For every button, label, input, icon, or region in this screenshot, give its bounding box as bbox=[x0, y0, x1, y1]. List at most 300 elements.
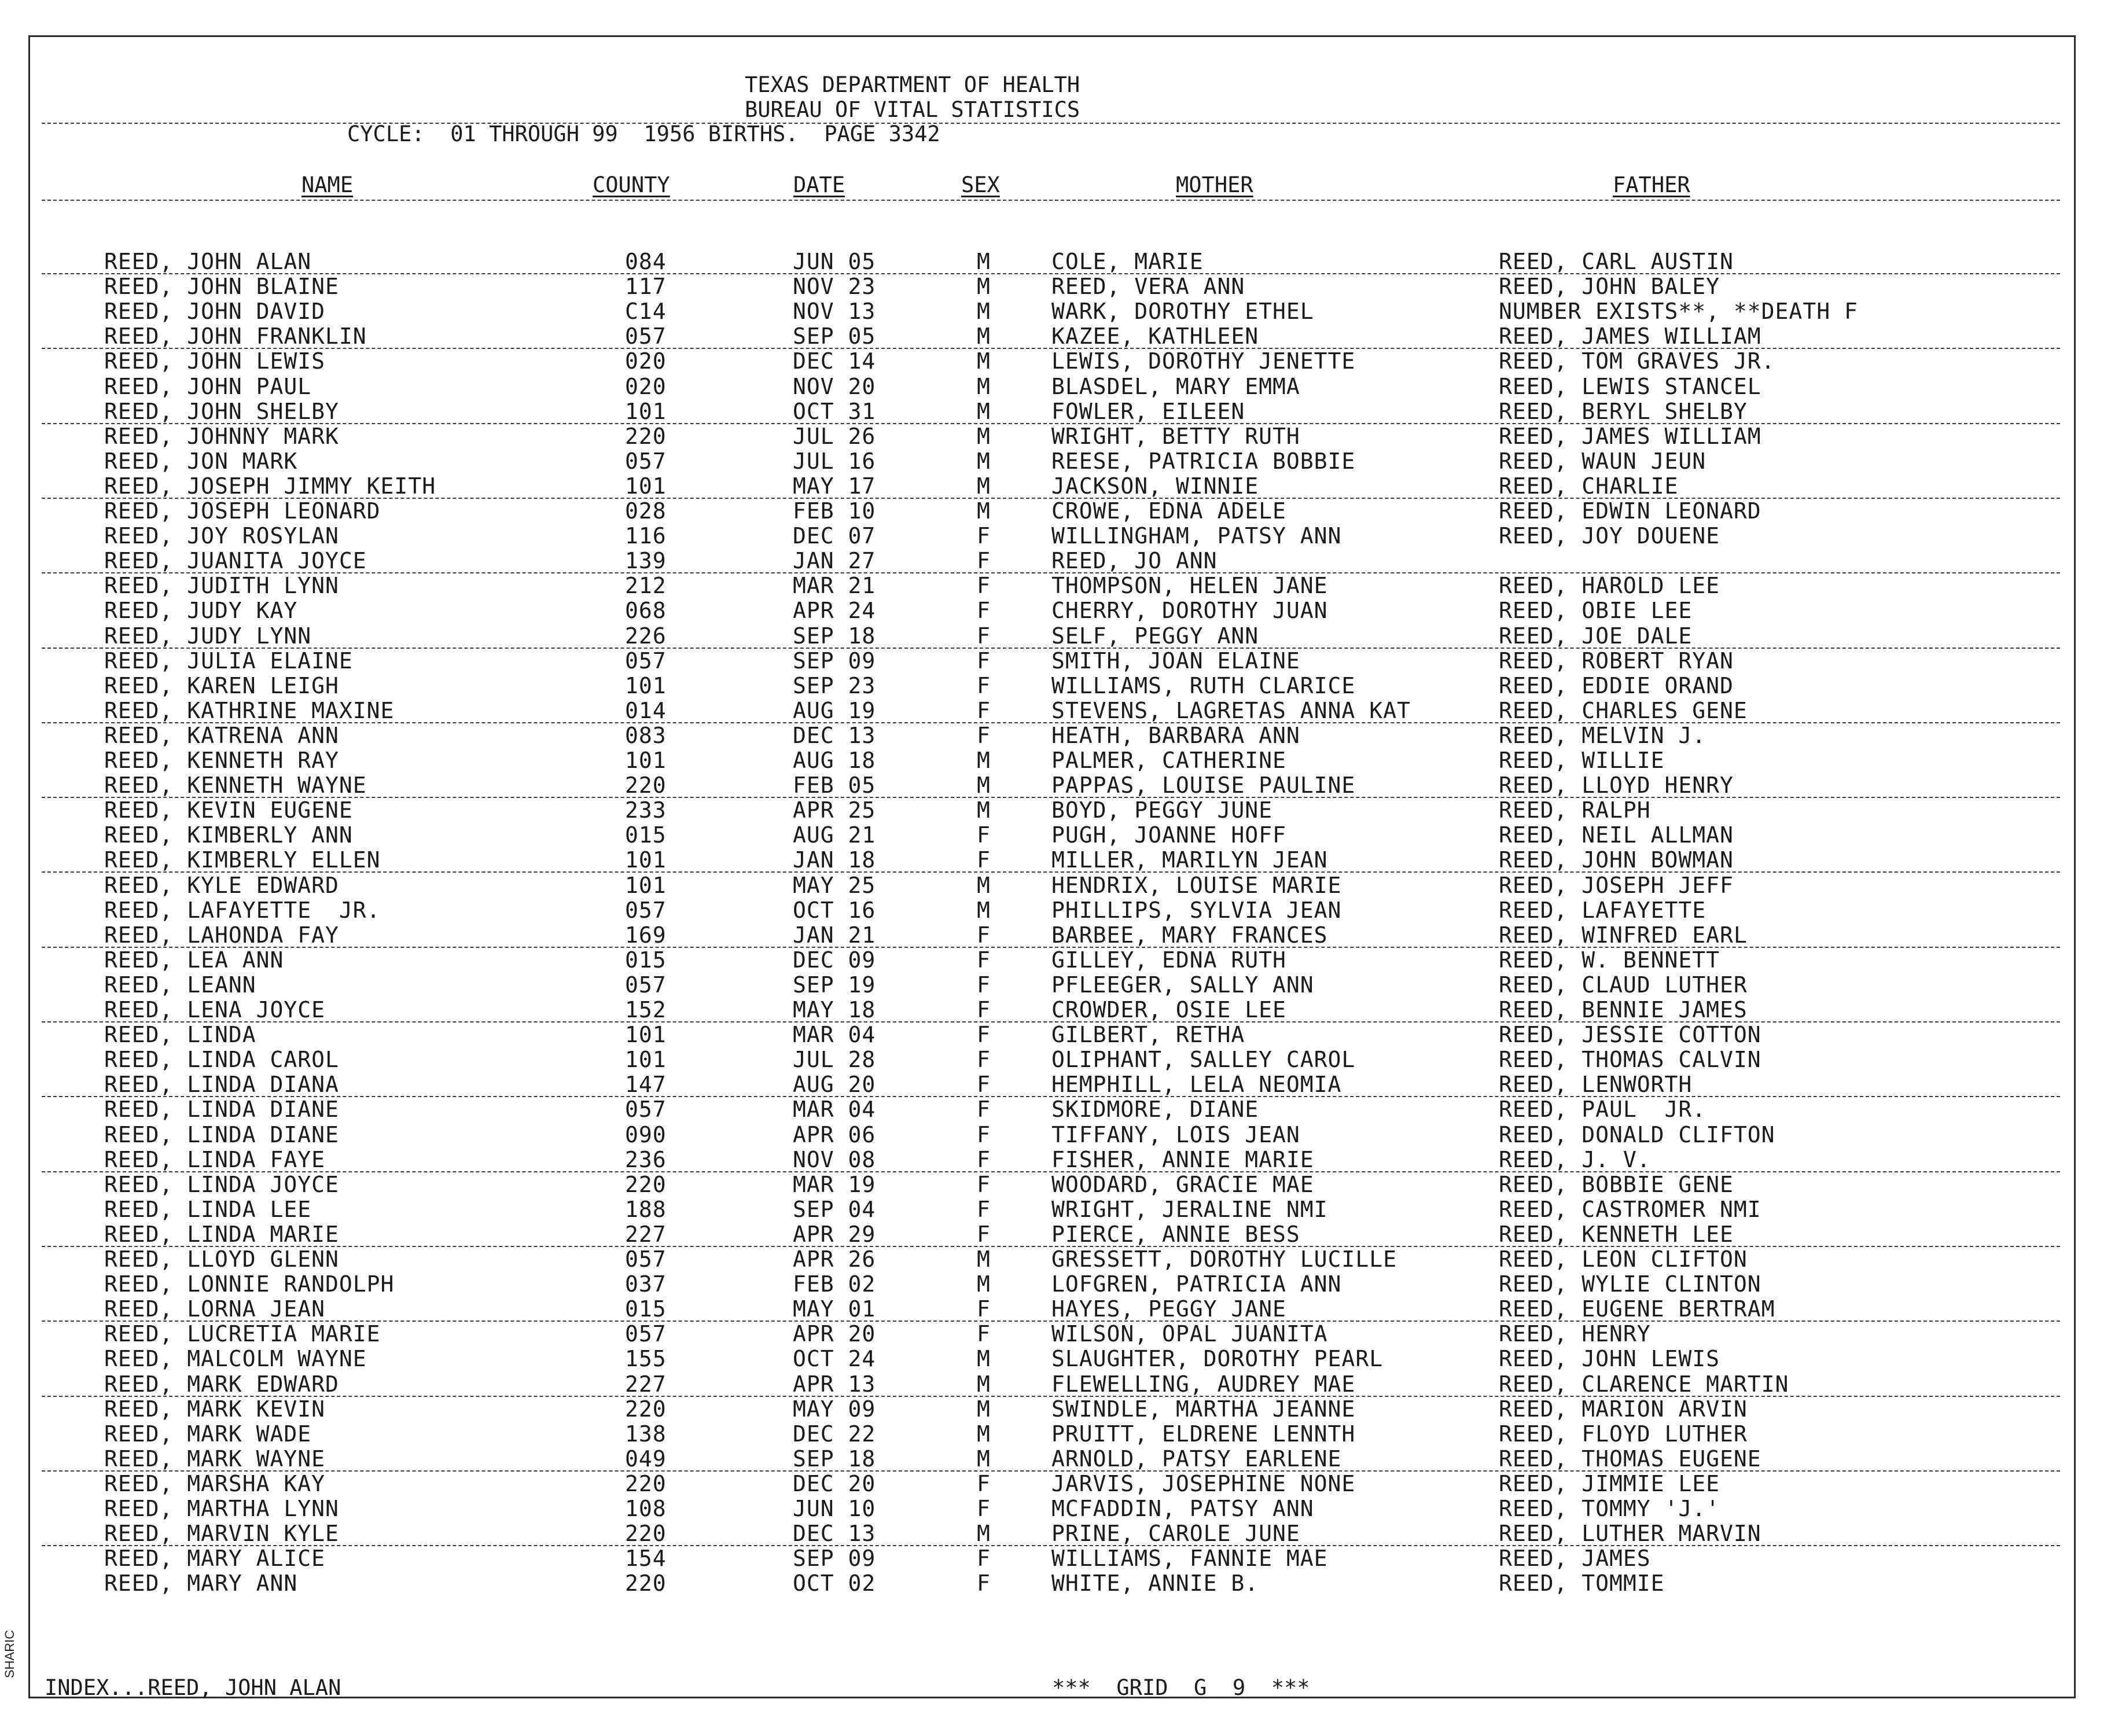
record-date: MAR 19 bbox=[793, 1171, 876, 1197]
record-name: REED, KENNETH WAYNE bbox=[104, 773, 367, 799]
record-name: REED, LUCRETIA MARIE bbox=[104, 1321, 381, 1347]
record-father: REED, KENNETH LEE bbox=[1499, 1221, 1734, 1247]
record-father: REED, CLARENCE MARTIN bbox=[1499, 1371, 1789, 1397]
record-mother: HEMPHILL, LELA NEOMIA bbox=[1051, 1072, 1342, 1098]
record-mother: PRINE, CAROLE JUNE bbox=[1051, 1521, 1300, 1547]
record-name: REED, KATHRINE MAXINE bbox=[104, 697, 395, 723]
record-father: REED, JOHN LEWIS bbox=[1499, 1346, 1720, 1372]
record-mother: CHERRY, DOROTHY JUAN bbox=[1051, 598, 1328, 624]
record-name: REED, LEA ANN bbox=[104, 947, 284, 973]
record-sex: F bbox=[977, 548, 991, 574]
record-sex: F bbox=[977, 1047, 991, 1073]
record-mother: SLAUGHTER, DOROTHY PEARL bbox=[1051, 1346, 1384, 1372]
record-sex: F bbox=[977, 672, 991, 698]
record-sex: M bbox=[977, 249, 991, 274]
record-county: 233 bbox=[625, 797, 667, 823]
record-sex: F bbox=[977, 697, 991, 723]
record-county: 057 bbox=[625, 897, 667, 923]
record-father: REED, HENRY bbox=[1499, 1321, 1651, 1347]
record-county: 083 bbox=[625, 722, 667, 748]
record-name: REED, JOSEPH JIMMY KEITH bbox=[104, 473, 436, 499]
record-mother: MCFADDIN, PATSY ANN bbox=[1051, 1496, 1314, 1521]
record-date: AUG 18 bbox=[793, 748, 876, 773]
record-date: APR 25 bbox=[793, 797, 876, 823]
record-father: REED, TOMMIE bbox=[1499, 1571, 1665, 1597]
record-father: REED, JOHN BALEY bbox=[1499, 274, 1720, 300]
record-sex: F bbox=[977, 822, 991, 848]
header-rule bbox=[42, 123, 2060, 124]
record-name: REED, JOSEPH LEONARD bbox=[104, 498, 381, 524]
record-county: C14 bbox=[625, 299, 667, 325]
record-father: REED, CARL AUSTIN bbox=[1499, 249, 1734, 274]
record-father: REED, TOM GRAVES JR. bbox=[1499, 348, 1775, 374]
record-county: 057 bbox=[625, 1321, 667, 1347]
record-county: 152 bbox=[625, 997, 667, 1023]
record-sex: M bbox=[977, 1446, 991, 1472]
record-sex: F bbox=[977, 1171, 991, 1197]
record-county: 220 bbox=[625, 1396, 667, 1422]
record-mother: PRUITT, ELDRENE LENNTH bbox=[1051, 1421, 1356, 1447]
record-name: REED, JOHN FRANKLIN bbox=[104, 323, 367, 350]
record-sex: F bbox=[977, 573, 991, 599]
record-date: SEP 18 bbox=[793, 1446, 876, 1472]
record-mother: TIFFANY, LOIS JEAN bbox=[1051, 1121, 1300, 1147]
record-mother: REESE, PATRICIA BOBBIE bbox=[1051, 448, 1356, 474]
record-father: REED, NEIL ALLMAN bbox=[1499, 822, 1734, 848]
row-group-rule bbox=[42, 871, 2060, 873]
record-mother: WILSON, OPAL JUANITA bbox=[1051, 1321, 1328, 1347]
record-name: REED, LEANN bbox=[104, 972, 256, 998]
side-mark: SHARIC bbox=[2, 1630, 17, 1678]
record-father: REED, HAROLD LEE bbox=[1499, 573, 1720, 599]
record-name: REED, MARSHA KAY bbox=[104, 1470, 326, 1496]
record-sex: F bbox=[977, 722, 991, 748]
record-father: REED, LEWIS STANCEL bbox=[1499, 373, 1761, 399]
record-father: REED, EUGENE BERTRAM bbox=[1499, 1296, 1775, 1322]
record-name: REED, LINDA MARIE bbox=[104, 1221, 339, 1247]
record-father: REED, W. BENNETT bbox=[1499, 947, 1720, 973]
row-group-rule bbox=[42, 722, 2060, 723]
record-mother: JARVIS, JOSEPHINE NONE bbox=[1051, 1470, 1356, 1496]
record-mother: GILBERT, RETHA bbox=[1051, 1022, 1245, 1048]
record-mother: WILLIAMS, FANNIE MAE bbox=[1051, 1546, 1328, 1572]
record-date: JUL 28 bbox=[793, 1047, 876, 1073]
record-county: 049 bbox=[625, 1446, 667, 1472]
record-name: REED, LINDA CAROL bbox=[104, 1047, 339, 1073]
record-date: JUN 05 bbox=[793, 249, 876, 274]
record-date: APR 06 bbox=[793, 1121, 876, 1147]
record-mother: PIERCE, ANNIE BESS bbox=[1051, 1221, 1300, 1247]
record-county: 037 bbox=[625, 1271, 667, 1297]
record-sex: M bbox=[977, 748, 991, 773]
record-sex: F bbox=[977, 1296, 991, 1322]
record-date: APR 13 bbox=[793, 1371, 876, 1397]
record-name: REED, MARK KEVIN bbox=[104, 1396, 326, 1422]
record-mother: FLEWELLING, AUDREY MAE bbox=[1051, 1371, 1356, 1397]
record-date: DEC 07 bbox=[793, 523, 876, 549]
record-county: 101 bbox=[625, 1022, 667, 1048]
record-father: REED, JIMMIE LEE bbox=[1499, 1470, 1720, 1496]
record-county: 101 bbox=[625, 1047, 667, 1073]
record-name: REED, JOHNNY MARK bbox=[104, 423, 339, 449]
record-father: REED, OBIE LEE bbox=[1499, 598, 1693, 624]
record-county: 227 bbox=[625, 1221, 667, 1247]
record-mother: SKIDMORE, DIANE bbox=[1051, 1097, 1259, 1123]
record-name: REED, JUDY LYNN bbox=[104, 623, 312, 649]
record-sex: F bbox=[977, 623, 991, 649]
record-date: DEC 13 bbox=[793, 1521, 876, 1547]
row-group-rule bbox=[42, 947, 2060, 948]
record-name: REED, MALCOLM WAYNE bbox=[104, 1346, 367, 1372]
record-mother: PUGH, JOANNE HOFF bbox=[1051, 822, 1286, 848]
record-date: MAR 21 bbox=[793, 573, 876, 599]
footer-index: INDEX...REED, JOHN ALAN bbox=[45, 1675, 341, 1700]
record-mother: WOODARD, GRACIE MAE bbox=[1051, 1171, 1314, 1197]
record-mother: GRESSETT, DOROTHY LUCILLE bbox=[1051, 1246, 1397, 1272]
column-header-name: NAME bbox=[301, 172, 354, 197]
record-county: 057 bbox=[625, 448, 667, 474]
record-mother: GILLEY, EDNA RUTH bbox=[1051, 947, 1286, 973]
record-mother: FOWLER, EILEEN bbox=[1051, 398, 1245, 424]
record-sex: F bbox=[977, 1470, 991, 1496]
record-date: NOV 13 bbox=[793, 299, 876, 325]
record-name: REED, MARK WADE bbox=[104, 1421, 312, 1447]
record-county: 020 bbox=[625, 348, 667, 374]
record-mother: PFLEEGER, SALLY ANN bbox=[1051, 972, 1314, 998]
record-mother: THOMPSON, HELEN JANE bbox=[1051, 573, 1328, 599]
record-county: 139 bbox=[625, 548, 667, 574]
record-name: REED, LINDA DIANE bbox=[104, 1121, 339, 1147]
record-mother: SELF, PEGGY ANN bbox=[1051, 623, 1259, 649]
record-father: REED, TOMMY 'J.' bbox=[1499, 1496, 1720, 1521]
record-county: 108 bbox=[625, 1496, 667, 1521]
record-date: SEP 05 bbox=[793, 323, 876, 350]
record-sex: F bbox=[977, 598, 991, 624]
record-sex: F bbox=[977, 1196, 991, 1222]
record-mother: SMITH, JOAN ELAINE bbox=[1051, 648, 1300, 674]
record-county: 169 bbox=[625, 922, 667, 948]
record-date: AUG 21 bbox=[793, 822, 876, 848]
record-mother: WRIGHT, JERALINE NMI bbox=[1051, 1196, 1328, 1222]
record-date: APR 24 bbox=[793, 598, 876, 624]
record-county: 220 bbox=[625, 1470, 667, 1496]
column-header-rule bbox=[42, 200, 2060, 201]
record-name: REED, KIMBERLY ANN bbox=[104, 822, 353, 848]
record-sex: F bbox=[977, 1321, 991, 1347]
record-mother: STEVENS, LAGRETAS ANNA KAT bbox=[1051, 697, 1411, 723]
record-father: REED, CLAUD LUTHER bbox=[1499, 972, 1748, 998]
record-father: REED, EDWIN LEONARD bbox=[1499, 498, 1761, 524]
record-mother: CROWDER, OSIE LEE bbox=[1051, 997, 1286, 1023]
record-sex: M bbox=[977, 498, 991, 524]
record-county: 015 bbox=[625, 1296, 667, 1322]
record-sex: F bbox=[977, 847, 991, 873]
record-sex: F bbox=[977, 1496, 991, 1521]
record-county: 188 bbox=[625, 1196, 667, 1222]
record-date: NOV 23 bbox=[793, 274, 876, 300]
record-date: DEC 20 bbox=[793, 1470, 876, 1496]
record-name: REED, LENA JOYCE bbox=[104, 997, 326, 1023]
record-name: REED, KYLE EDWARD bbox=[104, 872, 339, 898]
record-name: REED, MARY ALICE bbox=[104, 1546, 326, 1572]
record-mother: BARBEE, MARY FRANCES bbox=[1051, 922, 1328, 948]
record-date: AUG 19 bbox=[793, 697, 876, 723]
record-father: REED, EDDIE ORAND bbox=[1499, 672, 1734, 698]
record-mother: HEATH, BARBARA ANN bbox=[1051, 722, 1300, 748]
record-sex: M bbox=[977, 1421, 991, 1447]
record-name: REED, LAFAYETTE JR. bbox=[104, 897, 381, 923]
record-sex: F bbox=[977, 648, 991, 674]
record-date: MAR 04 bbox=[793, 1022, 876, 1048]
column-header-county: COUNTY bbox=[593, 172, 670, 197]
record-father: REED, THOMAS CALVIN bbox=[1499, 1047, 1761, 1073]
record-county: 101 bbox=[625, 672, 667, 698]
record-date: APR 20 bbox=[793, 1321, 876, 1347]
record-father: REED, JAMES WILLIAM bbox=[1499, 423, 1761, 449]
record-sex: M bbox=[977, 797, 991, 823]
record-sex: M bbox=[977, 274, 991, 300]
record-mother: JACKSON, WINNIE bbox=[1051, 473, 1259, 499]
record-county: 116 bbox=[625, 523, 667, 549]
record-name: REED, LORNA JEAN bbox=[104, 1296, 326, 1322]
record-name: REED, JUDITH LYNN bbox=[104, 573, 339, 599]
record-mother: FISHER, ANNIE MARIE bbox=[1051, 1146, 1314, 1172]
record-mother: OLIPHANT, SALLEY CAROL bbox=[1051, 1047, 1356, 1073]
record-father: REED, DONALD CLIFTON bbox=[1499, 1121, 1775, 1147]
record-father: REED, BENNIE JAMES bbox=[1499, 997, 1748, 1023]
record-name: REED, KAREN LEIGH bbox=[104, 672, 339, 698]
record-sex: M bbox=[977, 299, 991, 325]
record-date: MAY 09 bbox=[793, 1396, 876, 1422]
column-header-father: FATHER bbox=[1613, 172, 1690, 197]
record-county: 101 bbox=[625, 473, 667, 499]
record-date: SEP 04 bbox=[793, 1196, 876, 1222]
record-sex: M bbox=[977, 398, 991, 424]
record-father: REED, JOSEPH JEFF bbox=[1499, 872, 1734, 898]
record-date: MAY 01 bbox=[793, 1296, 876, 1322]
record-date: FEB 05 bbox=[793, 773, 876, 799]
record-date: MAY 25 bbox=[793, 872, 876, 898]
record-name: REED, JUANITA JOYCE bbox=[104, 548, 367, 574]
record-sex: F bbox=[977, 1022, 991, 1048]
record-county: 212 bbox=[625, 573, 667, 599]
record-name: REED, JOHN BLAINE bbox=[104, 274, 339, 300]
record-date: JAN 27 bbox=[793, 548, 876, 574]
record-name: REED, KIMBERLY ELLEN bbox=[104, 847, 381, 873]
record-date: OCT 31 bbox=[793, 398, 876, 424]
record-father: REED, LEON CLIFTON bbox=[1499, 1246, 1748, 1272]
record-father: REED, FLOYD LUTHER bbox=[1499, 1421, 1748, 1447]
record-sex: F bbox=[977, 1146, 991, 1172]
record-date: SEP 18 bbox=[793, 623, 876, 649]
record-county: 014 bbox=[625, 697, 667, 723]
record-county: 220 bbox=[625, 423, 667, 449]
record-sex: M bbox=[977, 872, 991, 898]
record-name: REED, LAHONDA FAY bbox=[104, 922, 339, 948]
record-date: JAN 18 bbox=[793, 847, 876, 873]
record-father: REED, LUTHER MARVIN bbox=[1499, 1521, 1761, 1547]
record-father: REED, CASTROMER NMI bbox=[1499, 1196, 1761, 1222]
record-mother: CROWE, EDNA ADELE bbox=[1051, 498, 1286, 524]
record-father: REED, JAMES WILLIAM bbox=[1499, 323, 1761, 350]
record-name: REED, LINDA bbox=[104, 1022, 256, 1048]
record-name: REED, JOHN PAUL bbox=[104, 373, 312, 399]
row-group-rule bbox=[42, 1470, 2060, 1472]
record-name: REED, MARVIN KYLE bbox=[104, 1521, 339, 1547]
record-father: REED, WILLIE bbox=[1499, 748, 1665, 773]
record-father: REED, LLOYD HENRY bbox=[1499, 773, 1734, 799]
record-mother: MILLER, MARILYN JEAN bbox=[1051, 847, 1328, 873]
record-county: 101 bbox=[625, 398, 667, 424]
record-date: DEC 14 bbox=[793, 348, 876, 374]
column-header-sex: SEX bbox=[961, 172, 1000, 197]
record-date: JUN 10 bbox=[793, 1496, 876, 1521]
record-mother: PALMER, CATHERINE bbox=[1051, 748, 1286, 773]
record-mother: HAYES, PEGGY JANE bbox=[1051, 1296, 1286, 1322]
record-county: 220 bbox=[625, 1521, 667, 1547]
record-name: REED, LINDA FAYE bbox=[104, 1146, 326, 1172]
record-father: REED, J. V. bbox=[1499, 1146, 1651, 1172]
record-name: REED, MARK WAYNE bbox=[104, 1446, 326, 1472]
record-sex: M bbox=[977, 348, 991, 374]
record-mother: WRIGHT, BETTY RUTH bbox=[1051, 423, 1300, 449]
record-sex: M bbox=[977, 1396, 991, 1422]
row-group-rule bbox=[42, 1545, 2060, 1546]
row-group-rule bbox=[42, 1171, 2060, 1172]
record-date: MAR 04 bbox=[793, 1097, 876, 1123]
record-county: 220 bbox=[625, 1171, 667, 1197]
record-sex: M bbox=[977, 448, 991, 474]
record-father: REED, PAUL JR. bbox=[1499, 1097, 1707, 1123]
record-name: REED, KATRENA ANN bbox=[104, 722, 339, 748]
column-header-date: DATE bbox=[793, 172, 845, 197]
record-sex: M bbox=[977, 897, 991, 923]
record-name: REED, JOHN DAVID bbox=[104, 299, 326, 325]
row-group-rule bbox=[42, 273, 2060, 274]
record-date: DEC 13 bbox=[793, 722, 876, 748]
record-county: 090 bbox=[625, 1121, 667, 1147]
record-sex: M bbox=[977, 1346, 991, 1372]
row-group-rule bbox=[42, 1096, 2060, 1097]
header-line-3: CYCLE: 01 THROUGH 99 1956 BIRTHS. PAGE 3342 bbox=[347, 122, 940, 146]
record-county: 236 bbox=[625, 1146, 667, 1172]
record-county: 227 bbox=[625, 1371, 667, 1397]
record-sex: F bbox=[977, 972, 991, 998]
record-sex: M bbox=[977, 1271, 991, 1297]
record-sex: F bbox=[977, 997, 991, 1023]
record-father: NUMBER EXISTS**, **DEATH F bbox=[1499, 299, 1858, 325]
record-name: REED, JOHN SHELBY bbox=[104, 398, 339, 424]
record-county: 068 bbox=[625, 598, 667, 624]
record-county: 015 bbox=[625, 947, 667, 973]
record-mother: PAPPAS, LOUISE PAULINE bbox=[1051, 773, 1356, 799]
record-name: REED, JUDY KAY bbox=[104, 598, 298, 624]
footer-grid: *** GRID G 9 *** bbox=[1052, 1675, 1310, 1700]
record-sex: F bbox=[977, 523, 991, 549]
record-father: REED, WAUN JEUN bbox=[1499, 448, 1707, 474]
row-group-rule bbox=[42, 1396, 2060, 1397]
record-name: REED, KENNETH RAY bbox=[104, 748, 339, 773]
record-date: AUG 20 bbox=[793, 1072, 876, 1098]
record-sex: F bbox=[977, 1221, 991, 1247]
record-sex: M bbox=[977, 473, 991, 499]
record-county: 084 bbox=[625, 249, 667, 274]
record-sex: F bbox=[977, 1072, 991, 1098]
record-father: REED, JOHN BOWMAN bbox=[1499, 847, 1734, 873]
record-mother: SWINDLE, MARTHA JEANNE bbox=[1051, 1396, 1356, 1422]
record-father: REED, CHARLES GENE bbox=[1499, 697, 1748, 723]
record-name: REED, MARTHA LYNN bbox=[104, 1496, 339, 1521]
record-county: 101 bbox=[625, 748, 667, 773]
record-date: DEC 09 bbox=[793, 947, 876, 973]
record-father: REED, THOMAS EUGENE bbox=[1499, 1446, 1761, 1472]
record-date: JUL 26 bbox=[793, 423, 876, 449]
column-header-mother: MOTHER bbox=[1176, 172, 1253, 197]
record-name: REED, KEVIN EUGENE bbox=[104, 797, 353, 823]
record-mother: REED, JO ANN bbox=[1051, 548, 1218, 574]
header-line-1: TEXAS DEPARTMENT OF HEALTH bbox=[745, 72, 1080, 97]
record-name: REED, LINDA DIANA bbox=[104, 1072, 339, 1098]
record-county: 015 bbox=[625, 822, 667, 848]
record-date: APR 29 bbox=[793, 1221, 876, 1247]
record-county: 028 bbox=[625, 498, 667, 524]
record-mother: LOFGREN, PATRICIA ANN bbox=[1051, 1271, 1342, 1297]
record-date: APR 26 bbox=[793, 1246, 876, 1272]
record-date: FEB 02 bbox=[793, 1271, 876, 1297]
record-father: REED, JAMES bbox=[1499, 1546, 1651, 1572]
record-date: OCT 16 bbox=[793, 897, 876, 923]
record-mother: BOYD, PEGGY JUNE bbox=[1051, 797, 1273, 823]
record-mother: WARK, DOROTHY ETHEL bbox=[1051, 299, 1314, 325]
record-county: 220 bbox=[625, 1571, 667, 1597]
record-mother: PHILLIPS, SYLVIA JEAN bbox=[1051, 897, 1342, 923]
record-county: 057 bbox=[625, 323, 667, 350]
record-sex: F bbox=[977, 1546, 991, 1572]
record-mother: ARNOLD, PATSY EARLENE bbox=[1051, 1446, 1342, 1472]
record-name: REED, LONNIE RANDOLPH bbox=[104, 1271, 395, 1297]
record-sex: M bbox=[977, 1371, 991, 1397]
record-sex: M bbox=[977, 773, 991, 799]
record-date: SEP 19 bbox=[793, 972, 876, 998]
record-father: REED, JOY DOUENE bbox=[1499, 523, 1720, 549]
record-father: REED, LAFAYETTE bbox=[1499, 897, 1707, 923]
record-county: 020 bbox=[625, 373, 667, 399]
record-name: REED, JON MARK bbox=[104, 448, 298, 474]
record-name: REED, LINDA DIANE bbox=[104, 1097, 339, 1123]
record-mother: LEWIS, DOROTHY JENETTE bbox=[1051, 348, 1356, 374]
record-date: SEP 09 bbox=[793, 648, 876, 674]
record-mother: REED, VERA ANN bbox=[1051, 274, 1245, 300]
record-date: JUL 16 bbox=[793, 448, 876, 474]
record-county: 220 bbox=[625, 773, 667, 799]
record-sex: F bbox=[977, 1571, 991, 1597]
record-name: REED, JOY ROSYLAN bbox=[104, 523, 339, 549]
row-group-rule bbox=[42, 572, 2060, 573]
record-sex: F bbox=[977, 922, 991, 948]
record-county: 155 bbox=[625, 1346, 667, 1372]
record-mother: KAZEE, KATHLEEN bbox=[1051, 323, 1259, 350]
record-date: SEP 23 bbox=[793, 672, 876, 698]
record-date: OCT 02 bbox=[793, 1571, 876, 1597]
record-father: REED, MELVIN J. bbox=[1499, 722, 1707, 748]
record-name: REED, JOHN LEWIS bbox=[104, 348, 326, 374]
record-sex: F bbox=[977, 1097, 991, 1123]
row-group-rule bbox=[42, 1246, 2060, 1247]
record-sex: M bbox=[977, 323, 991, 350]
record-date: OCT 24 bbox=[793, 1346, 876, 1372]
record-sex: F bbox=[977, 947, 991, 973]
record-name: REED, LLOYD GLENN bbox=[104, 1246, 339, 1272]
